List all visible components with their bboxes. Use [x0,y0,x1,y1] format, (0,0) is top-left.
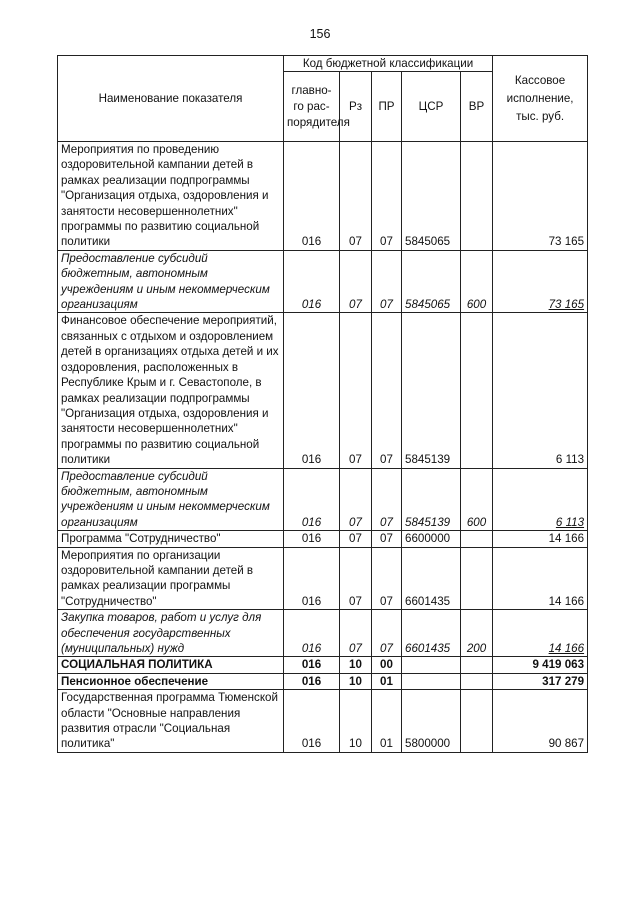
header-vr: ВР [461,72,493,142]
row-vr [461,657,493,673]
row-name: Финансовое обеспечение мероприятий, связанных с отдыхом и оздоровлением детей в организациях отдыха детей и их оздоровления, расположенных в Республике Крым и г. Севастополе, в рамках реализации подпрограммы "Организация отдыха, оздоровления и занятости несовершеннолетних" программы по развитию социальной политики [58,313,284,468]
table-row [58,313,588,468]
row-amount: 14 166 [493,531,588,547]
row-vr [461,673,493,689]
table-row [58,142,588,251]
row-pr: 01 [372,690,402,753]
row-name: Закупка товаров, работ и услуг для обеспечения государственных (муниципальных) нужд [58,610,284,657]
row-name: Пенсионное обеспечение [58,673,284,689]
row-csr: 5845065 [402,142,461,251]
row-csr: 5845065 [402,250,461,313]
row-rz: 10 [340,690,372,753]
row-glavnogo: 016 [284,657,340,673]
budget-table [57,55,588,753]
header-csr: ЦСР [402,72,461,142]
row-amount-value: 14 166 [548,642,585,655]
row-csr [402,657,461,673]
table-row [58,531,588,547]
row-vr [461,547,493,610]
row-csr [402,673,461,689]
row-glavnogo: 016 [284,313,340,468]
table-row [58,468,588,531]
row-name: Программа "Сотрудничество" [58,531,284,547]
row-vr [461,313,493,468]
header-pr: ПР [372,72,402,142]
row-pr: 07 [372,313,402,468]
row-amount [493,610,588,657]
row-name: Мероприятия по проведению оздоровительной кампании детей в рамках реализации подпрограммы "Организация отдыха, оздоровления и занятости несовершеннолетних" программы по развитию социальной политики [58,142,284,251]
row-rz: 07 [340,610,372,657]
row-amount: 317 279 [493,673,588,689]
row-glavnogo: 016 [284,250,340,313]
table-row [58,250,588,313]
row-vr [461,531,493,547]
page-number: 156 [309,27,331,41]
row-pr: 00 [372,657,402,673]
row-rz: 07 [340,531,372,547]
row-glavnogo: 016 [284,142,340,251]
row-name: Предоставление субсидий бюджетным, автономным учреждениям и иным некоммерческим организациям [58,250,284,313]
row-vr [461,690,493,753]
row-csr: 6601435 [402,547,461,610]
row-amount: 9 419 063 [493,657,588,673]
row-glavnogo: 016 [284,531,340,547]
row-csr: 6600000 [402,531,461,547]
row-amount: 14 166 [493,547,588,610]
row-rz: 07 [340,468,372,531]
row-vr: 600 [461,250,493,313]
row-pr: 01 [372,673,402,689]
row-name: Мероприятия по организации оздоровительной кампании детей в рамках реализации программы "Сотрудничество" [58,547,284,610]
row-vr: 200 [461,610,493,657]
row-amount [493,250,588,313]
header-rz: Рз [340,72,372,142]
row-rz: 07 [340,313,372,468]
row-glavnogo: 016 [284,547,340,610]
header-name: Наименование показателя [58,56,284,142]
row-amount-value: 73 165 [548,298,585,312]
row-rz: 10 [340,673,372,689]
header-total: Кассовое исполнение, тыс. руб. [493,56,588,142]
row-glavnogo: 016 [284,690,340,753]
row-rz: 07 [340,250,372,313]
row-name: СОЦИАЛЬНАЯ ПОЛИТИКА [58,657,284,673]
row-pr: 07 [372,531,402,547]
row-pr: 07 [372,250,402,313]
row-csr: 5845139 [402,468,461,531]
row-glavnogo: 016 [284,610,340,657]
header-code-group: Код бюджетной классификации [284,56,493,72]
row-csr: 5845139 [402,313,461,468]
row-rz: 07 [340,547,372,610]
row-csr: 5800000 [402,690,461,753]
row-name: Предоставление субсидий бюджетным, автономным учреждениям и иным некоммерческим организациям [58,468,284,531]
header-glavnogo: главно-го рас-порядителя [284,72,340,142]
row-glavnogo: 016 [284,673,340,689]
row-csr: 6601435 [402,610,461,657]
row-pr: 07 [372,142,402,251]
table-row [58,673,588,689]
row-amount-value: 6 113 [555,515,585,529]
row-amount: 6 113 [493,313,588,468]
row-glavnogo: 016 [284,468,340,531]
row-vr [461,142,493,251]
row-rz: 10 [340,657,372,673]
table-row [58,657,588,673]
row-name: Государственная программа Тюменской области "Основные направления развития отрасли "Социальная политика" [58,690,284,753]
row-pr: 07 [372,547,402,610]
row-amount: 73 165 [493,142,588,251]
row-rz: 07 [340,142,372,251]
table-row [58,690,588,753]
row-vr: 600 [461,468,493,531]
row-pr: 07 [372,610,402,657]
row-amount [493,468,588,531]
row-pr: 07 [372,468,402,531]
table-row [58,610,588,657]
row-amount: 90 867 [493,690,588,753]
table-row [58,547,588,610]
